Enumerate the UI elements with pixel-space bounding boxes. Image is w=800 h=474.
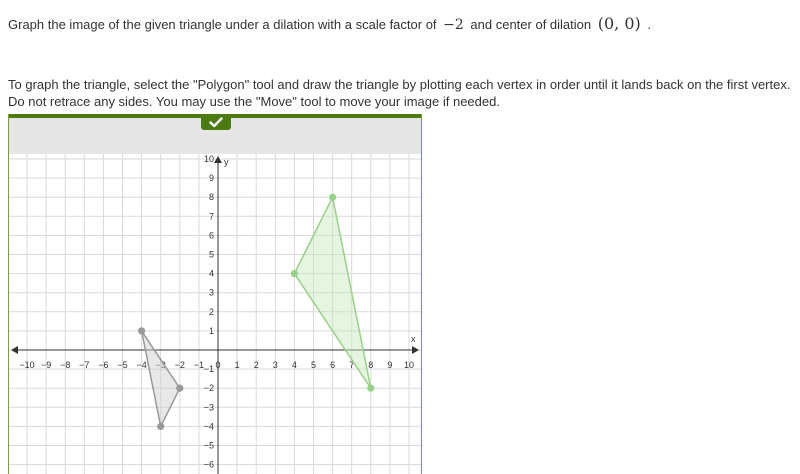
x-tick-label: −8 — [60, 360, 71, 370]
y-tick-label: −4 — [203, 421, 214, 432]
x-tick-label: −2 — [174, 360, 185, 370]
y-tick-label: −1 — [203, 364, 214, 375]
original-triangle-vertex — [157, 423, 164, 430]
y-tick-label: −6 — [203, 459, 214, 470]
prompt-text-before: Graph the image of the given triangle under a dilation with a scale factor of — [8, 17, 437, 32]
x-tick-label: −1 — [193, 360, 205, 370]
y-tick-label: 8 — [208, 192, 214, 203]
x-tick-label: 3 — [272, 360, 278, 370]
prompt-text-after: . — [647, 17, 652, 32]
original-triangle-vertex — [138, 327, 145, 334]
y-tick-label: −3 — [203, 402, 214, 413]
y-tick-label: 1 — [208, 325, 214, 336]
x-tick-label: 1 — [234, 360, 240, 370]
y-tick-label: 4 — [208, 268, 214, 279]
y-axis-label: y — [224, 157, 229, 167]
x-tick-label: 0 — [215, 360, 221, 370]
image-triangle-vertex[interactable] — [329, 194, 336, 201]
image-triangle-vertex[interactable] — [367, 385, 374, 392]
x-tick-label: −10 — [19, 360, 35, 370]
y-tick-label: 5 — [208, 249, 214, 260]
prompt-text-middle: and center of dilation — [470, 17, 592, 32]
y-tick-label: 10 — [203, 154, 214, 164]
y-tick-label: 2 — [208, 306, 214, 317]
x-tick-label: 9 — [387, 360, 393, 370]
y-tick-label: −5 — [203, 440, 214, 451]
y-tick-label: 7 — [208, 211, 214, 222]
y-tick-label: 9 — [208, 173, 214, 184]
x-tick-label: 5 — [310, 360, 317, 370]
x-tick-label: 10 — [403, 360, 415, 370]
y-tick-label: −2 — [203, 383, 214, 394]
question-prompt — [8, 14, 651, 33]
x-tick-label: −3 — [155, 360, 166, 370]
y-tick-label: 3 — [208, 287, 214, 298]
x-tick-label: −6 — [98, 360, 109, 370]
checkmark-icon — [209, 117, 223, 128]
coordinate-plane[interactable] — [9, 154, 421, 474]
center-of-dilation-value: (0, 0) — [597, 14, 641, 33]
x-tick-label: −5 — [117, 360, 128, 370]
x-tick-label: −7 — [79, 360, 90, 370]
instructions-text: To graph the triangle, select the "Polygon" tool and draw the triangle by plotting each vertex in order until it lands back on the first vertex. Do not retrace any sides. You may use the "Move" tool to move your image if needed. — [8, 77, 791, 109]
x-tick-label: 7 — [349, 360, 355, 370]
x-tick-label: 8 — [368, 360, 374, 370]
x-axis-arrow-left — [11, 346, 18, 354]
submit-check-button[interactable] — [201, 114, 231, 130]
x-tick-label: −4 — [136, 360, 147, 370]
x-tick-label: −9 — [40, 360, 52, 370]
x-axis-arrow-right — [412, 346, 419, 354]
y-tick-label: 6 — [208, 230, 214, 241]
x-tick-label: 6 — [330, 360, 336, 370]
graphing-tool[interactable] — [8, 114, 422, 474]
x-tick-label: 4 — [291, 360, 297, 370]
original-triangle-vertex — [176, 385, 183, 392]
image-triangle-vertex[interactable] — [291, 270, 298, 277]
x-tick-label: 2 — [253, 360, 259, 370]
x-axis-label: x — [411, 334, 416, 344]
scale-factor-value: −2 — [443, 17, 464, 33]
